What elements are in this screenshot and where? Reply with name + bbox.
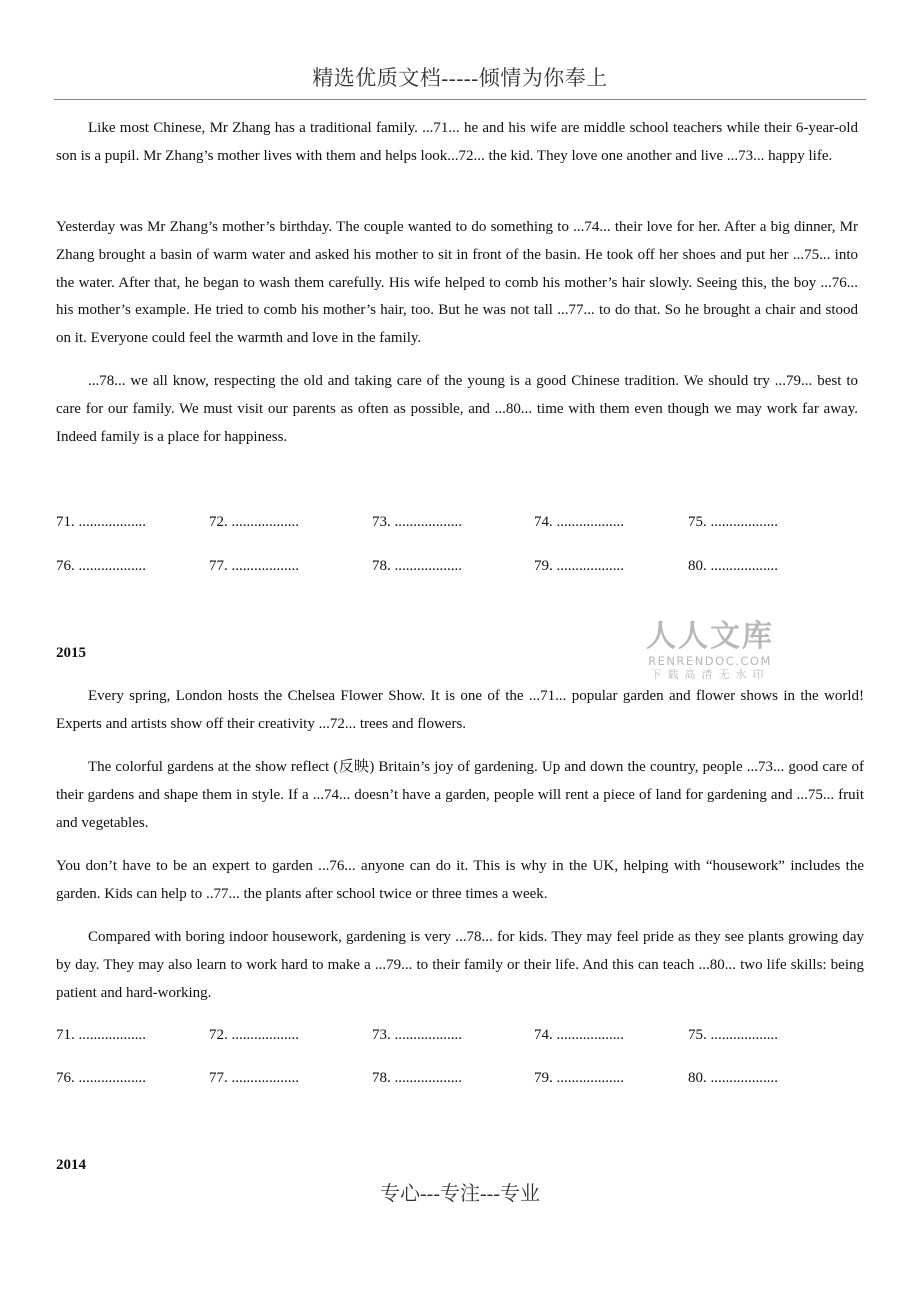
answer-blank-73[interactable]: 73. ..................	[372, 1027, 462, 1043]
answer-blank-78[interactable]: 78. ..................	[372, 558, 462, 574]
answer-blank-76[interactable]: 76. ..................	[56, 1070, 146, 1086]
answer-blank-74[interactable]: 74. ..................	[534, 1027, 624, 1043]
passage-1-paragraph-3: ...78... we all know, respecting the old and taking care of the young is a good Chinese tradition. We should try ...79... best to care for our family. We must visit our parents as often as possible, and ...80... time with them even though we may work far away. Indeed family is a place for happiness.	[56, 373, 858, 445]
section-year-2014: 2014	[56, 1157, 86, 1173]
answer-blank-72[interactable]: 72. ..................	[209, 1027, 299, 1043]
watermark-brand: 人人文库	[646, 619, 774, 654]
section-year-2015: 2015	[56, 645, 86, 661]
passage-1-paragraph-2: Yesterday was Mr Zhang’s mother’s birthday. The couple wanted to do something to ...74... their love for her. After a big dinner, Mr Zhang brought a basin of warm water and asked his mother to sit in front of the basin. He took off her shoes and put her ...75... into the water. After that, he began to wash them carefully. His wife helped to comb his mother’s hair slowly. Seeing this, the boy ...76... his mother’s example. He tried to comb his mother’s hair, too. But he was not tall ...77... to do that. So he brought a chair and stood on it. Everyone could feel the warmth and love in the family.	[56, 219, 858, 347]
passage-2-paragraph-3: You don’t have to be an expert to garden ...76... anyone can do it. This is why in the UK, helping with “housework” includes the garden. Kids can help to ..77... the plants after school twice or three times a week.	[56, 858, 864, 902]
page-footer-text: 专心---专注---专业	[380, 1183, 540, 1205]
passage-2-paragraph-2: The colorful gardens at the show reflect (反映) Britain’s joy of gardening. Up and down the country, people ...73... good care of their gardens and shape them in style. If a ...74... doesn’t have a garden, people will rent a piece of land for gardening and ...75... fruit and vegetables.	[56, 759, 864, 831]
answer-blank-79[interactable]: 79. ..................	[534, 1070, 624, 1086]
answer-blank-71[interactable]: 71. ..................	[56, 514, 146, 530]
watermark-domain: RENRENDOC.COM	[648, 654, 772, 668]
answer-blank-76[interactable]: 76. ..................	[56, 558, 146, 574]
answer-blank-79[interactable]: 79. ..................	[534, 558, 624, 574]
answer-blank-71[interactable]: 71. ..................	[56, 1027, 146, 1043]
answer-blank-77[interactable]: 77. ..................	[209, 558, 299, 574]
passage-2-paragraph-1: Every spring, London hosts the Chelsea Flower Show. It is one of the ...71... popular garden and flower shows in the world! Experts and artists show off their creativity ...72... trees and flowers.	[56, 688, 864, 732]
page-header-title: 精选优质文档-----倾情为你奉上	[312, 66, 608, 90]
answer-blank-80[interactable]: 80. ..................	[688, 1070, 778, 1086]
answer-blank-74[interactable]: 74. ..................	[534, 514, 624, 530]
answer-blank-78[interactable]: 78. ..................	[372, 1070, 462, 1086]
renrendoc-watermark-logo	[646, 620, 774, 682]
answer-blank-73[interactable]: 73. ..................	[372, 514, 462, 530]
answer-blank-75[interactable]: 75. ..................	[688, 514, 778, 530]
passage-2-paragraph-4: Compared with boring indoor housework, gardening is very ...78... for kids. They may feel pride as they see plants growing day by day. They may also learn to work hard to make a ...79... to their family or their life. And this can teach ...80... two life skills: being patient and hard-working.	[56, 929, 864, 1001]
passage-1-paragraph-1: Like most Chinese, Mr Zhang has a traditional family. ...71... he and his wife are middle school teachers while their 6-year-old son is a pupil. Mr Zhang’s mother lives with them and helps look...72... the kid. They love one another and live ...73... happy life.	[56, 120, 858, 164]
header-divider	[54, 99, 866, 100]
answer-blank-80[interactable]: 80. ..................	[688, 558, 778, 574]
answer-blank-75[interactable]: 75. ..................	[688, 1027, 778, 1043]
answer-blank-72[interactable]: 72. ..................	[209, 514, 299, 530]
answer-blank-77[interactable]: 77. ..................	[209, 1070, 299, 1086]
watermark-slogan: 下载高清无水印	[650, 668, 770, 681]
